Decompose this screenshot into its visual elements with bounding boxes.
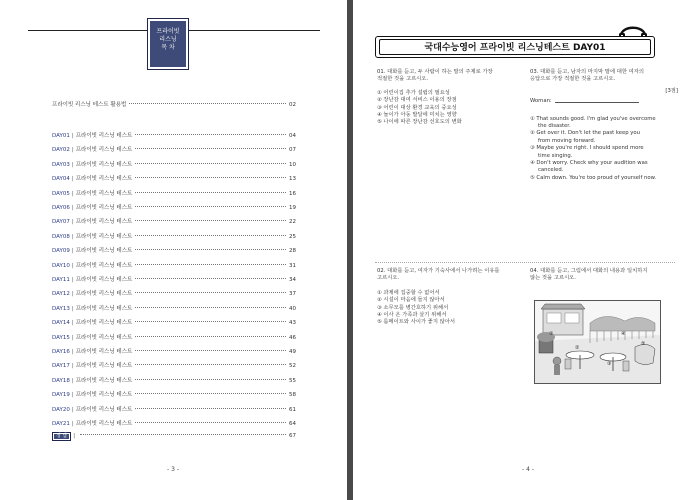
toc-page: 31 — [289, 262, 296, 269]
toc-leader — [135, 148, 286, 149]
toc-leader — [135, 249, 286, 250]
q2-option-2[interactable]: ② 시설이 마음에 들지 않아서 — [377, 297, 445, 304]
toc-page: 64 — [289, 421, 296, 427]
toc-separator: | — [71, 291, 74, 298]
q3-option-5[interactable]: ⑤ Calm down. You're too proud of yourself now. — [530, 174, 657, 181]
toc-label: 프라이빗 리스닝 테스트 — [75, 176, 133, 183]
toc-day: DAY13 — [52, 305, 70, 312]
toc-page: 46 — [289, 334, 296, 341]
toc-leader — [135, 177, 286, 178]
page-number-left: - 3 - — [167, 466, 179, 473]
toc-leader — [135, 192, 286, 193]
toc-row[interactable] — [52, 218, 296, 226]
toc-row[interactable] — [52, 420, 296, 428]
toc-intro-row[interactable] — [52, 101, 296, 109]
q3-option-3-cont: time singing. — [538, 152, 573, 159]
q2-option-4[interactable]: ④ 이사 온 가족과 살기 위해서 — [377, 312, 447, 319]
q2-option-5[interactable]: ⑤ 룸메이트와 사이가 좋지 않아서 — [377, 319, 456, 326]
toc-day: DAY04 — [52, 176, 70, 183]
toc-row[interactable] — [52, 377, 296, 385]
toc-day: DAY17 — [52, 363, 70, 370]
q2-stem-line-1: 02. 대화를 듣고, 여자가 기숙사에서 나가려는 이유를 — [377, 268, 500, 274]
toc-separator: | — [71, 305, 74, 312]
toc-leader — [135, 379, 286, 380]
toc-page: 13 — [289, 176, 296, 183]
toc-page: 07 — [289, 147, 296, 154]
toc-leader — [135, 422, 286, 423]
toc-separator: | — [71, 262, 74, 269]
toc-page: 61 — [289, 406, 296, 413]
q3-option-4[interactable]: ④ Don't worry. Check why your audition was — [530, 160, 648, 167]
toc-row[interactable] — [52, 362, 296, 370]
q4-stem-line-1: 04. 대화를 듣고, 그림에서 대화의 내용과 일치하지 — [530, 268, 648, 274]
illustration-label-3: ③ — [607, 361, 612, 367]
q2-option-1[interactable]: ① 과제에 집중할 수 없어서 — [377, 289, 440, 296]
right-page-test — [353, 0, 700, 500]
q1-option-5[interactable]: ⑤ 나이에 따른 장난감 선호도의 변화 — [377, 119, 462, 126]
toc-separator: | — [71, 147, 74, 154]
toc-label: 프라이빗 리스닝 테스트 — [75, 305, 133, 312]
illustration-label-1: ① — [549, 331, 554, 337]
toc-day: DAY07 — [52, 219, 70, 226]
toc-row[interactable] — [52, 305, 296, 313]
toc-page: 10 — [289, 161, 296, 168]
toc-leader — [135, 206, 286, 207]
toc-label: 프라이빗 리스닝 테스트 — [75, 205, 133, 211]
toc-label: 프라이빗 리스닝 테스트 — [75, 421, 133, 427]
toc-row[interactable] — [52, 276, 296, 284]
section-divider — [375, 262, 675, 263]
toc-label: 프라이빗 리스닝 테스트 — [75, 277, 133, 283]
toc-row[interactable] — [52, 204, 296, 212]
q3-points: [3점] — [665, 87, 678, 94]
toc-page: 28 — [289, 248, 296, 255]
q1-option-4[interactable]: ④ 놀이가 아동 발달에 미치는 영향 — [377, 112, 457, 119]
illustration-label-5: ⑤ — [641, 341, 646, 347]
toc-row[interactable] — [52, 233, 296, 241]
q1-option-1[interactable]: ① 어린이집 추가 설립의 필요성 — [377, 89, 450, 96]
answer-badge: 정 답 — [52, 432, 71, 441]
q3-option-3[interactable]: ③ Maybe you're right. I should spend more — [530, 145, 644, 152]
toc-day: DAY02 — [52, 147, 70, 154]
toc-answer-row[interactable] — [52, 432, 296, 441]
toc-leader — [135, 393, 286, 394]
toc-day: DAY19 — [52, 392, 70, 399]
toc-day: DAY06 — [52, 205, 70, 211]
toc-label: 프라이빗 리스닝 테스트 — [75, 248, 133, 255]
toc-separator: | — [71, 205, 74, 211]
q3-speaker: Woman: — [530, 98, 552, 105]
toc-day: DAY12 — [52, 291, 70, 298]
toc-row[interactable] — [52, 290, 296, 298]
page-title: 국대수능영어 프라이빗 리스닝테스트 DAY01 — [424, 43, 606, 53]
toc-separator: | — [71, 406, 74, 413]
toc-badge — [147, 18, 189, 70]
toc-day: DAY09 — [52, 248, 70, 255]
toc-label: 프라이빗 리스닝 테스트 — [75, 147, 133, 154]
toc-day: DAY11 — [52, 277, 70, 283]
question-02 — [377, 268, 527, 327]
q1-option-2[interactable]: ② 장난감 대여 서비스 이용의 장점 — [377, 97, 457, 104]
toc-row[interactable] — [52, 190, 296, 198]
toc-leader — [135, 292, 286, 293]
toc-label: 프라이빗 리스닝 테스트 — [75, 219, 133, 226]
toc-separator: | — [71, 161, 74, 168]
q1-option-3[interactable]: ③ 어린이 대상 환경 교육의 중요성 — [377, 104, 457, 111]
toc-page: 43 — [289, 320, 296, 327]
toc-leader — [135, 235, 286, 236]
toc-answer-page: 67 — [289, 433, 296, 439]
badge-line-1: 프라이빗 — [156, 28, 180, 35]
toc-separator: | — [71, 392, 74, 399]
toc-label: 프라이빗 리스닝 테스트 — [75, 190, 133, 197]
toc-label: 프라이빗 리스닝 테스트 — [75, 392, 133, 399]
toc-separator: | — [71, 219, 74, 226]
toc-intro-page: 02 — [289, 102, 296, 108]
toc-row[interactable] — [52, 319, 296, 327]
toc-day: DAY21 — [52, 421, 70, 427]
toc-row[interactable] — [52, 247, 296, 255]
toc-separator: | — [71, 377, 74, 384]
toc-row[interactable] — [52, 334, 296, 342]
toc-leader — [135, 307, 286, 308]
toc-row[interactable] — [52, 132, 296, 140]
toc-day: DAY01 — [52, 133, 70, 139]
toc-day: DAY10 — [52, 262, 70, 269]
q3-option-1[interactable]: ① That sounds good. I'm glad you've overcome — [530, 115, 656, 122]
illustration-label-2: ② — [575, 345, 580, 351]
toc-page: 52 — [289, 363, 296, 370]
toc-separator: | — [73, 433, 76, 439]
toc-day: DAY16 — [52, 349, 70, 355]
toc-label: 프라이빗 리스닝 테스트 — [75, 133, 133, 139]
toc-day: DAY08 — [52, 233, 70, 240]
toc-separator: | — [71, 334, 74, 341]
toc-leader — [135, 134, 286, 135]
toc-label: 프라이빗 리스닝 테스트 — [75, 233, 133, 240]
toc-page: 49 — [289, 349, 296, 355]
toc-separator: | — [71, 248, 74, 255]
toc-separator: | — [71, 233, 74, 240]
q3-option-2-cont: from moving forward. — [538, 137, 596, 144]
q3-stem-line-1: 03. 대화를 듣고, 남자의 마지막 말에 대한 여자의 — [530, 69, 644, 75]
toc-row[interactable] — [52, 146, 296, 154]
toc-label: 프라이빗 리스닝 테스트 — [75, 291, 133, 298]
toc-label: 프라이빗 리스닝 테스트 — [75, 161, 133, 168]
toc-page: 58 — [289, 392, 296, 399]
q2-option-3[interactable]: ③ 소무모를 병간호하기 위해서 — [377, 304, 449, 311]
badge-line-3: 목 차 — [161, 44, 175, 51]
toc-label: 프라이빗 리스닝 테스트 — [75, 363, 133, 370]
toc-page: 55 — [289, 377, 296, 384]
toc-label: 프라이빗 리스닝 테스트 — [75, 377, 133, 384]
toc-separator: | — [71, 349, 74, 355]
toc-row[interactable] — [52, 406, 296, 414]
toc-leader — [135, 350, 286, 351]
toc-page: 22 — [289, 219, 296, 226]
toc-page: 37 — [289, 291, 296, 298]
toc-label: 프라이빗 리스닝 테스트 — [75, 406, 133, 413]
illustration-label-4: ④ — [621, 331, 626, 337]
toc-page: 40 — [289, 305, 296, 312]
q1-stem-line-2: 적절한 것을 고르시오. — [377, 76, 429, 83]
toc-page: 16 — [289, 190, 296, 197]
question-01 — [377, 69, 527, 127]
toc-intro-label: 프라이빗 리스닝 테스트 활용법 — [52, 102, 127, 108]
answer-blank[interactable] — [555, 102, 639, 103]
q3-option-1-cont: the disaster. — [538, 123, 571, 130]
toc-leader — [135, 220, 286, 221]
q3-stem-line-2: 응답으로 가장 적절한 것을 고르시오. — [530, 76, 616, 83]
toc-label: 프라이빗 리스닝 테스트 — [75, 334, 133, 341]
toc-separator: | — [71, 363, 74, 370]
q4-stem-line-2: 않는 것을 고르시오. — [530, 275, 576, 282]
toc-day: DAY20 — [52, 406, 70, 413]
toc-separator: | — [71, 421, 74, 427]
toc-leader — [135, 163, 286, 164]
toc-separator: | — [71, 277, 74, 283]
toc-leader — [80, 434, 286, 435]
toc-day: DAY05 — [52, 190, 70, 197]
toc-leader — [135, 364, 286, 365]
toc-leader — [135, 278, 286, 279]
question-03 — [530, 69, 678, 182]
toc-label: 프라이빗 리스닝 테스트 — [75, 320, 133, 327]
toc-day: DAY03 — [52, 161, 70, 168]
toc-leader — [129, 103, 286, 104]
question-04 — [530, 268, 678, 283]
toc-separator: | — [71, 176, 74, 183]
toc-separator: | — [71, 190, 74, 197]
toc-page: 04 — [289, 133, 296, 139]
title-box — [375, 36, 655, 58]
q3-option-4-cont: canceled. — [538, 167, 564, 174]
badge-line-2: 리스닝 — [159, 36, 177, 43]
toc-leader — [135, 336, 286, 337]
toc-leader — [135, 408, 286, 409]
toc-separator: | — [71, 320, 74, 327]
toc-separator: | — [71, 133, 74, 139]
toc-leader — [135, 321, 286, 322]
toc-row[interactable] — [52, 175, 296, 183]
left-page-toc — [0, 0, 347, 500]
toc-label: 프라이빗 리스닝 테스트 — [75, 262, 133, 269]
toc-row[interactable] — [52, 391, 296, 399]
toc-day: DAY14 — [52, 320, 70, 327]
toc-page: 34 — [289, 277, 296, 283]
toc-day: DAY18 — [52, 377, 70, 384]
page-number-right: - 4 - — [522, 466, 534, 473]
toc-row[interactable] — [52, 348, 296, 356]
q2-stem-line-2: 고르시오. — [377, 275, 400, 282]
toc-page: 19 — [289, 205, 296, 211]
toc-label: 프라이빗 리스닝 테스트 — [75, 349, 133, 355]
cafe-illustration — [534, 300, 661, 384]
toc-row[interactable] — [52, 262, 296, 270]
toc-page: 25 — [289, 233, 296, 240]
toc-leader — [135, 264, 286, 265]
toc-row[interactable] — [52, 161, 296, 169]
toc-day: DAY15 — [52, 334, 70, 341]
q3-option-2[interactable]: ② Get over it. Don't let the past keep you — [530, 130, 641, 137]
q1-stem-line-1: 01. 대화를 듣고, 두 사람이 하는 말의 주제로 가장 — [377, 69, 493, 75]
